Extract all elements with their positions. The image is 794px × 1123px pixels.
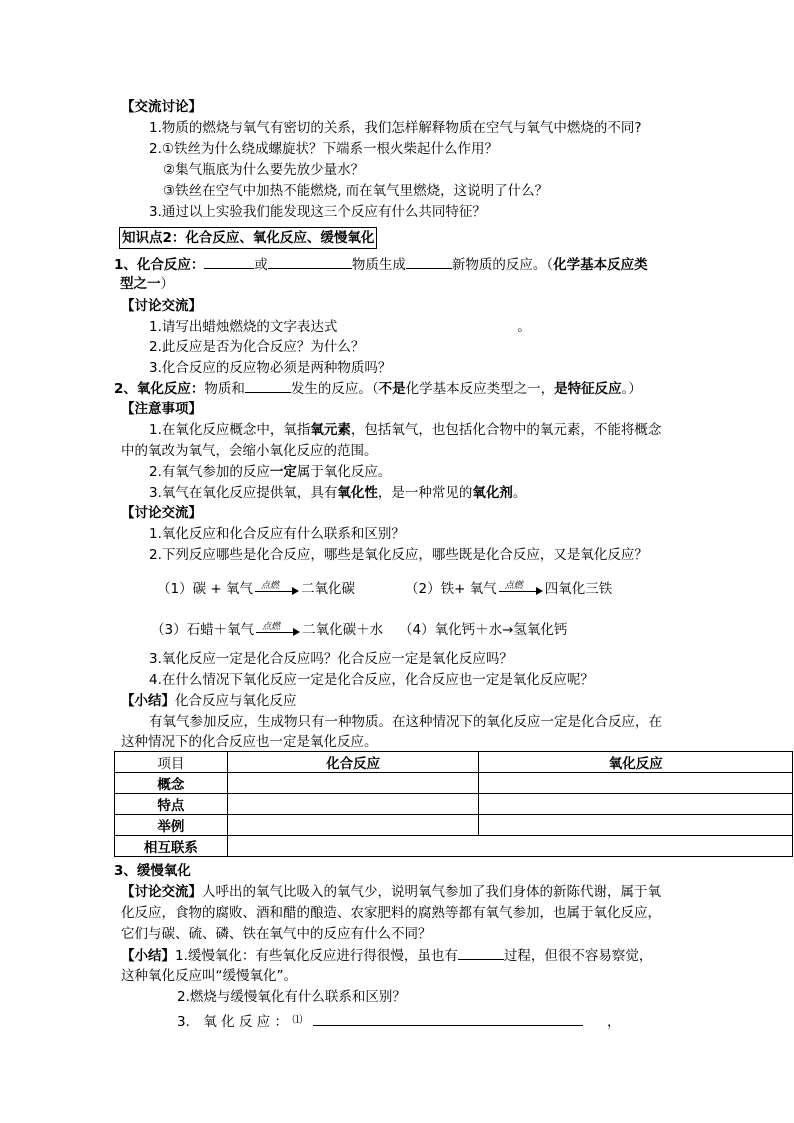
definition-text: 。） (621, 381, 642, 397)
row-label: 相互联系 (115, 836, 228, 857)
note-text: 。 (512, 485, 527, 501)
condition-label: 点燃 (260, 581, 279, 591)
summary-line (121, 691, 297, 711)
equation-1 (157, 579, 355, 599)
row-label: 特点 (115, 794, 228, 815)
definition-text: 发生的反应。（ (290, 381, 379, 397)
note-text: ，包括氧气，也包括化合物中的氧元素，不能将概念 (350, 422, 662, 438)
discussion-heading-1: 【交流讨论】 (121, 99, 202, 115)
relation-question-2: 2.下列反应哪些是化合反应，哪些是氧化反应，哪些既是化合反应，又是氧化反应？ (149, 547, 648, 563)
table-row (115, 794, 793, 815)
equation-reactants: （1）碳 + 氧气 (157, 581, 253, 597)
summary-heading: 【小结】 (121, 948, 175, 964)
equation-4: （4）氧化钙＋水→氢氧化钙 (399, 622, 568, 638)
slow-oxidation-paragraph-1 (121, 882, 661, 902)
knowledge-point-title: 知识点2：化合反应、氧化反应、缓慢氧化 (119, 227, 377, 249)
relation-question-4: 4.在什么情况下氧化反应一定是化合反应，化合反应也一定是氧化反应呢？ (149, 672, 594, 688)
answer-cell[interactable] (227, 794, 479, 815)
question-text: 。 (517, 319, 531, 335)
note-1-cont: 中的氧改为氧气，会缩小氧化反应的范围。 (121, 443, 378, 459)
note-text: ，是一种常见的 (377, 485, 473, 501)
row-label: 概念 (115, 773, 228, 794)
definition-label: 2、氧化反应： (114, 381, 205, 397)
note-bold: 一定 (269, 464, 297, 480)
row-label: 举例 (115, 815, 228, 836)
fill-blank[interactable] (458, 945, 504, 960)
note-3 (149, 483, 526, 503)
discussion-question-2c: ③铁丝在空气中加热不能燃烧, 而在氧气里燃烧，这说明了什么？ (163, 183, 549, 199)
question-text: 1.请写出蜡烛燃烧的文字表达式 (149, 319, 338, 335)
summary-text: 1.缓慢氧化：有些氧化反应进行得很慢，虽也有 (175, 948, 458, 964)
condition-label: 点燃 (504, 581, 523, 591)
comparison-table (114, 751, 793, 857)
reaction-question-2: 2.此反应是否为化合反应？为什么？ (149, 339, 365, 355)
condition-label: 点燃 (262, 622, 281, 632)
table-header: 项目 (115, 752, 228, 773)
answer-cell[interactable] (227, 773, 479, 794)
discussion-question-2b: ②集气瓶底为什么要先放少量水？ (163, 162, 365, 178)
note-1 (149, 420, 661, 440)
oxidation-reaction-definition (114, 378, 642, 399)
definition-text: 新物质的反应。（ (451, 257, 554, 273)
summary-paragraph-1: 有氧气参加反应，生成物只有一种物质。在这种情况下的氧化反应一定是化合反应，在 (149, 714, 662, 730)
definition-bold: 是特征反应 (554, 381, 622, 397)
answer-cell[interactable] (227, 836, 792, 857)
summary-text: ， (606, 1014, 621, 1030)
equation-2 (405, 579, 612, 599)
discussion-heading-4: 【讨论交流】 (121, 884, 202, 900)
notes-heading: 【注意事项】 (121, 401, 202, 417)
combination-reaction-definition-cont (120, 274, 174, 294)
discussion-question-2: 2.①铁丝为什么绕成螺旋状？下端系一根火柴起什么作用？ (149, 141, 498, 157)
table-row (115, 836, 793, 857)
summary-text: 过程，但很不容易察觉， (503, 948, 653, 964)
combination-reaction-definition (114, 254, 648, 275)
table-header: 化合反应 (227, 752, 479, 773)
discussion-question-1: 1.物质的燃烧与氧气有密切的关系，我们怎样解释物质在空气与氧气中燃烧的不同? (149, 120, 642, 136)
discussion-heading-3: 【讨论交流】 (121, 505, 202, 521)
reaction-arrow-icon (499, 582, 543, 596)
answer-cell[interactable] (479, 794, 793, 815)
definition-bold: 不是 (378, 381, 406, 397)
reaction-arrow-icon (255, 582, 299, 596)
discussion-question-3: 3.通过以上实验我们能发现这三个反应有什么共同特征？ (149, 204, 486, 220)
reaction-question-3: 3.化合反应的反应物必须是两种物质吗？ (149, 360, 392, 376)
summary-title: 化合反应与氧化反应 (175, 693, 297, 709)
summary-text: 3． 氧 化 反 应 ： (177, 1014, 289, 1030)
definition-bold: 化学基本反应类 (553, 257, 648, 273)
answer-cell[interactable] (227, 815, 479, 836)
relation-question-3: 3.氧化反应一定是化合反应吗？化合反应一定是氧化反应吗？ (149, 651, 513, 667)
note-text: 1.在氧化反应概念中，氧指 (149, 422, 311, 438)
fill-blank[interactable] (313, 1011, 359, 1026)
definition-text: ） (160, 276, 174, 292)
slow-oxidation-title: 3、缓慢氧化 (114, 863, 191, 879)
fill-blank[interactable] (245, 378, 291, 393)
reaction-arrow-icon (256, 623, 300, 637)
answer-cell[interactable] (479, 815, 793, 836)
note-bold: 氧化性 (337, 485, 378, 501)
definition-text: 物质和 (204, 381, 245, 397)
fill-blank[interactable] (268, 254, 352, 269)
slow-oxidation-summary-3 (177, 1011, 620, 1032)
definition-text: 物质生成 (351, 257, 406, 273)
summary-heading: 【小结】 (121, 693, 175, 709)
definition-text: 化学基本反应类型之一， (405, 381, 555, 397)
fill-blank[interactable] (204, 254, 254, 269)
slow-oxidation-summary-1 (121, 945, 652, 966)
table-row (115, 815, 793, 836)
table-row (115, 773, 793, 794)
paragraph-text: 人呼出的氧气比吸入的氧气少，说明氧气参加了我们身体的新陈代谢，属于氧 (202, 884, 661, 900)
equation-reactants: （3）石蜡＋氧气 (151, 622, 255, 638)
definition-text: 或 (254, 257, 268, 273)
fill-blank[interactable] (406, 254, 452, 269)
slow-oxidation-summary-2: 2.燃烧与缓慢氧化有什么联系和区别？ (177, 989, 406, 1005)
fill-blank[interactable] (359, 1011, 583, 1026)
item-number: ⑴ (292, 1015, 303, 1026)
table-header-row (115, 752, 793, 773)
note-text: 3.氧气在氧化反应提供氧，具有 (149, 485, 338, 501)
equation-product: 二氧化碳＋水 (302, 622, 384, 638)
answer-cell[interactable] (479, 773, 793, 794)
note-text: 2.有氧气参加的反应 (149, 464, 270, 480)
note-bold: 氧元素 (310, 422, 351, 438)
definition-bold: 型之一 (120, 276, 161, 292)
candle-question (149, 317, 531, 337)
definition-label: 1、化合反应： (114, 257, 205, 273)
note-2 (149, 462, 391, 482)
table-header: 氧化反应 (479, 752, 793, 773)
equation-product: 四氧化三铁 (544, 581, 613, 597)
slow-oxidation-paragraph-2: 化反应，食物的腐败、酒和醋的酿造、农家肥料的腐熟等都有氧气参加，也属于氧化反应， (121, 905, 661, 921)
slow-oxidation-paragraph-3: 它们与碳、硫、磷、铁在氧气中的反应有什么不同？ (121, 926, 432, 942)
discussion-heading-2: 【讨论交流】 (121, 298, 202, 314)
summary-paragraph-2: 这种情况下的化合反应也一定是氧化反应。 (121, 734, 378, 750)
note-text: 属于氧化反应。 (296, 464, 392, 480)
equation-3 (151, 620, 383, 640)
equation-product: 二氧化碳 (300, 581, 355, 597)
equation-reactants: （2）铁+ 氧气 (405, 581, 497, 597)
relation-question-1: 1.氧化反应和化合反应有什么联系和区别？ (149, 526, 405, 542)
note-bold: 氧化剂 (472, 485, 513, 501)
slow-oxidation-summary-1-cont: 这种氧化反应叫“缓慢氧化”。 (121, 968, 297, 984)
